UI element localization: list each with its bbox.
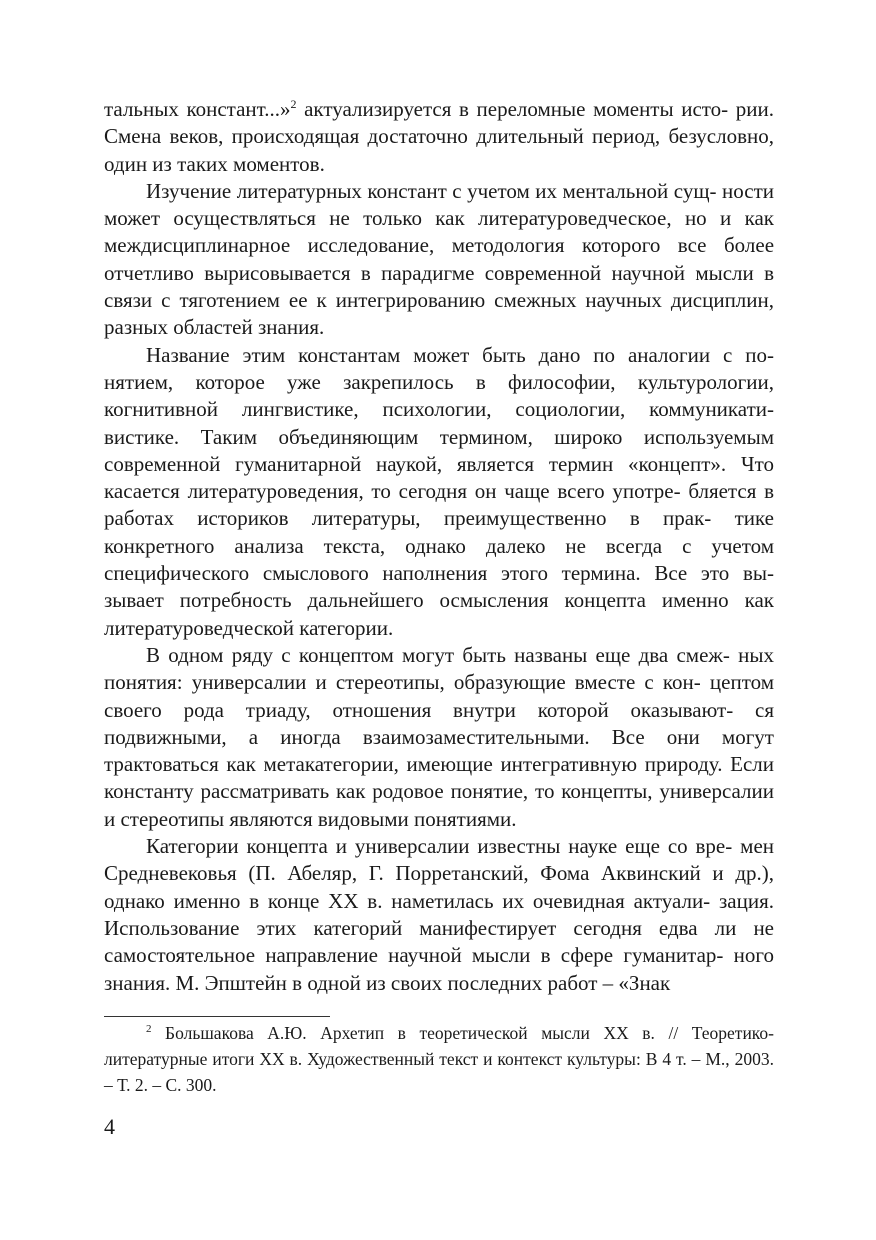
text-line: литературоведческой категории. [104,615,394,640]
footnote-reference[interactable]: 2 [290,97,297,111]
text-line: ного знания. М. Эпштейн в одной из своих последних работ – «Знак [104,943,775,995]
text-line: литературные итоги XX в. Художественный текст и контекст культуры: В 4 т. – [104,1049,701,1069]
text-line: др.), однако именно в конце XX в. наметилась их очевидная актуали- [104,861,774,913]
text-line: зация. Использование этих категорий манифестирует сегодня едва ли [104,888,775,940]
text-line: безусловно, один из таких моментов. [104,124,774,176]
text-line: цептом своего рода триаду, отношения внутри которой оказывают- [104,670,775,722]
text-line: мысли в связи с тяготением ее к интегрированию смежных научных [104,260,775,313]
text-line: дисциплин, разных областей знания. [104,288,775,340]
text-line: $^2$ Большакова А.Ю. Архетип в теоретической мысли XX в. // Теоретико- [146,1023,774,1043]
text-line: трактоваться как метакатегории, имеющие интегративную природу. [104,752,723,777]
text-line: не самостоятельное направление научной мысли в сфере гуманитар- [104,915,774,968]
text-line: нятием, которое уже закрепилось в философии, культурологии, [104,369,774,394]
paragraph-5 [104,833,774,997]
paragraph-4 [104,642,774,833]
text-line: более отчетливо вырисовывается в парадигме современной научной [104,233,775,285]
text-line: В одном ряду с концептом могут быть названы еще два смеж- [146,642,730,667]
text-line: мен Средневековья (П. Абеляр, Г. Порретанский, Фома Аквинский и [104,834,775,886]
footnote [104,1020,774,1098]
text-line: и как междисциплинарное исследование, методология которого все [104,206,774,258]
paragraph-1 [104,96,774,178]
text-line: тальных констант...»$^2$ актуализируется в переломные моменты исто- [104,97,729,121]
text-line: Что касается литературоведения, то сегодня он чаще всего употре- [104,451,775,504]
text-line: рии. Смена веков, происходящая достаточно длительный период, [104,97,774,149]
footnote-marker: 2 [146,1023,152,1036]
page-number: 4 [104,1114,115,1139]
text-line: современной гуманитарной наукой, является термин «концепт». [104,451,727,476]
text-line: специфического смыслового наполнения этого термина. Все это вы- [104,561,774,586]
text-line: Название этим константам может быть дано по аналогии с по- [146,342,774,367]
text-line: Изучение литературных констант с учетом их ментальной сущ- [146,178,717,203]
text-line: ных понятия: универсалии и стереотипы, образующие вместе с кон- [104,642,775,695]
text-line: зывает потребность дальнейшего осмысления концепта именно как [104,588,774,613]
text-line: ности может осуществляться не только как литературоведческое, но [104,178,774,231]
text-line: универсалии и стереотипы являются видовыми понятиями. [104,779,774,831]
footnote-divider [104,1016,330,1017]
text-line: ся подвижными, а иногда взаимозаместительными. Все они могут [104,697,774,749]
text-line: Категории концепта и универсалии известны науке еще со вре- [146,834,733,859]
text-line: тике конкретного анализа текста, однако далеко не всегда с учетом [104,506,774,558]
text-line: Если константу рассматривать как родовое понятие, то концепты, [104,752,775,804]
paragraph-2 [104,178,774,342]
text-line: бляется в работах историков литературы, преимущественно в прак- [104,479,774,531]
text-line: М., 2003. – Т. 2. – С. 300. [104,1049,774,1095]
text-line: вистике. Таким объединяющим термином, широко используемым [104,424,774,449]
main-text [104,96,774,997]
text-line: когнитивной лингвистике, психологии, социологии, коммуникати- [104,397,774,422]
paragraph-3 [104,342,774,642]
